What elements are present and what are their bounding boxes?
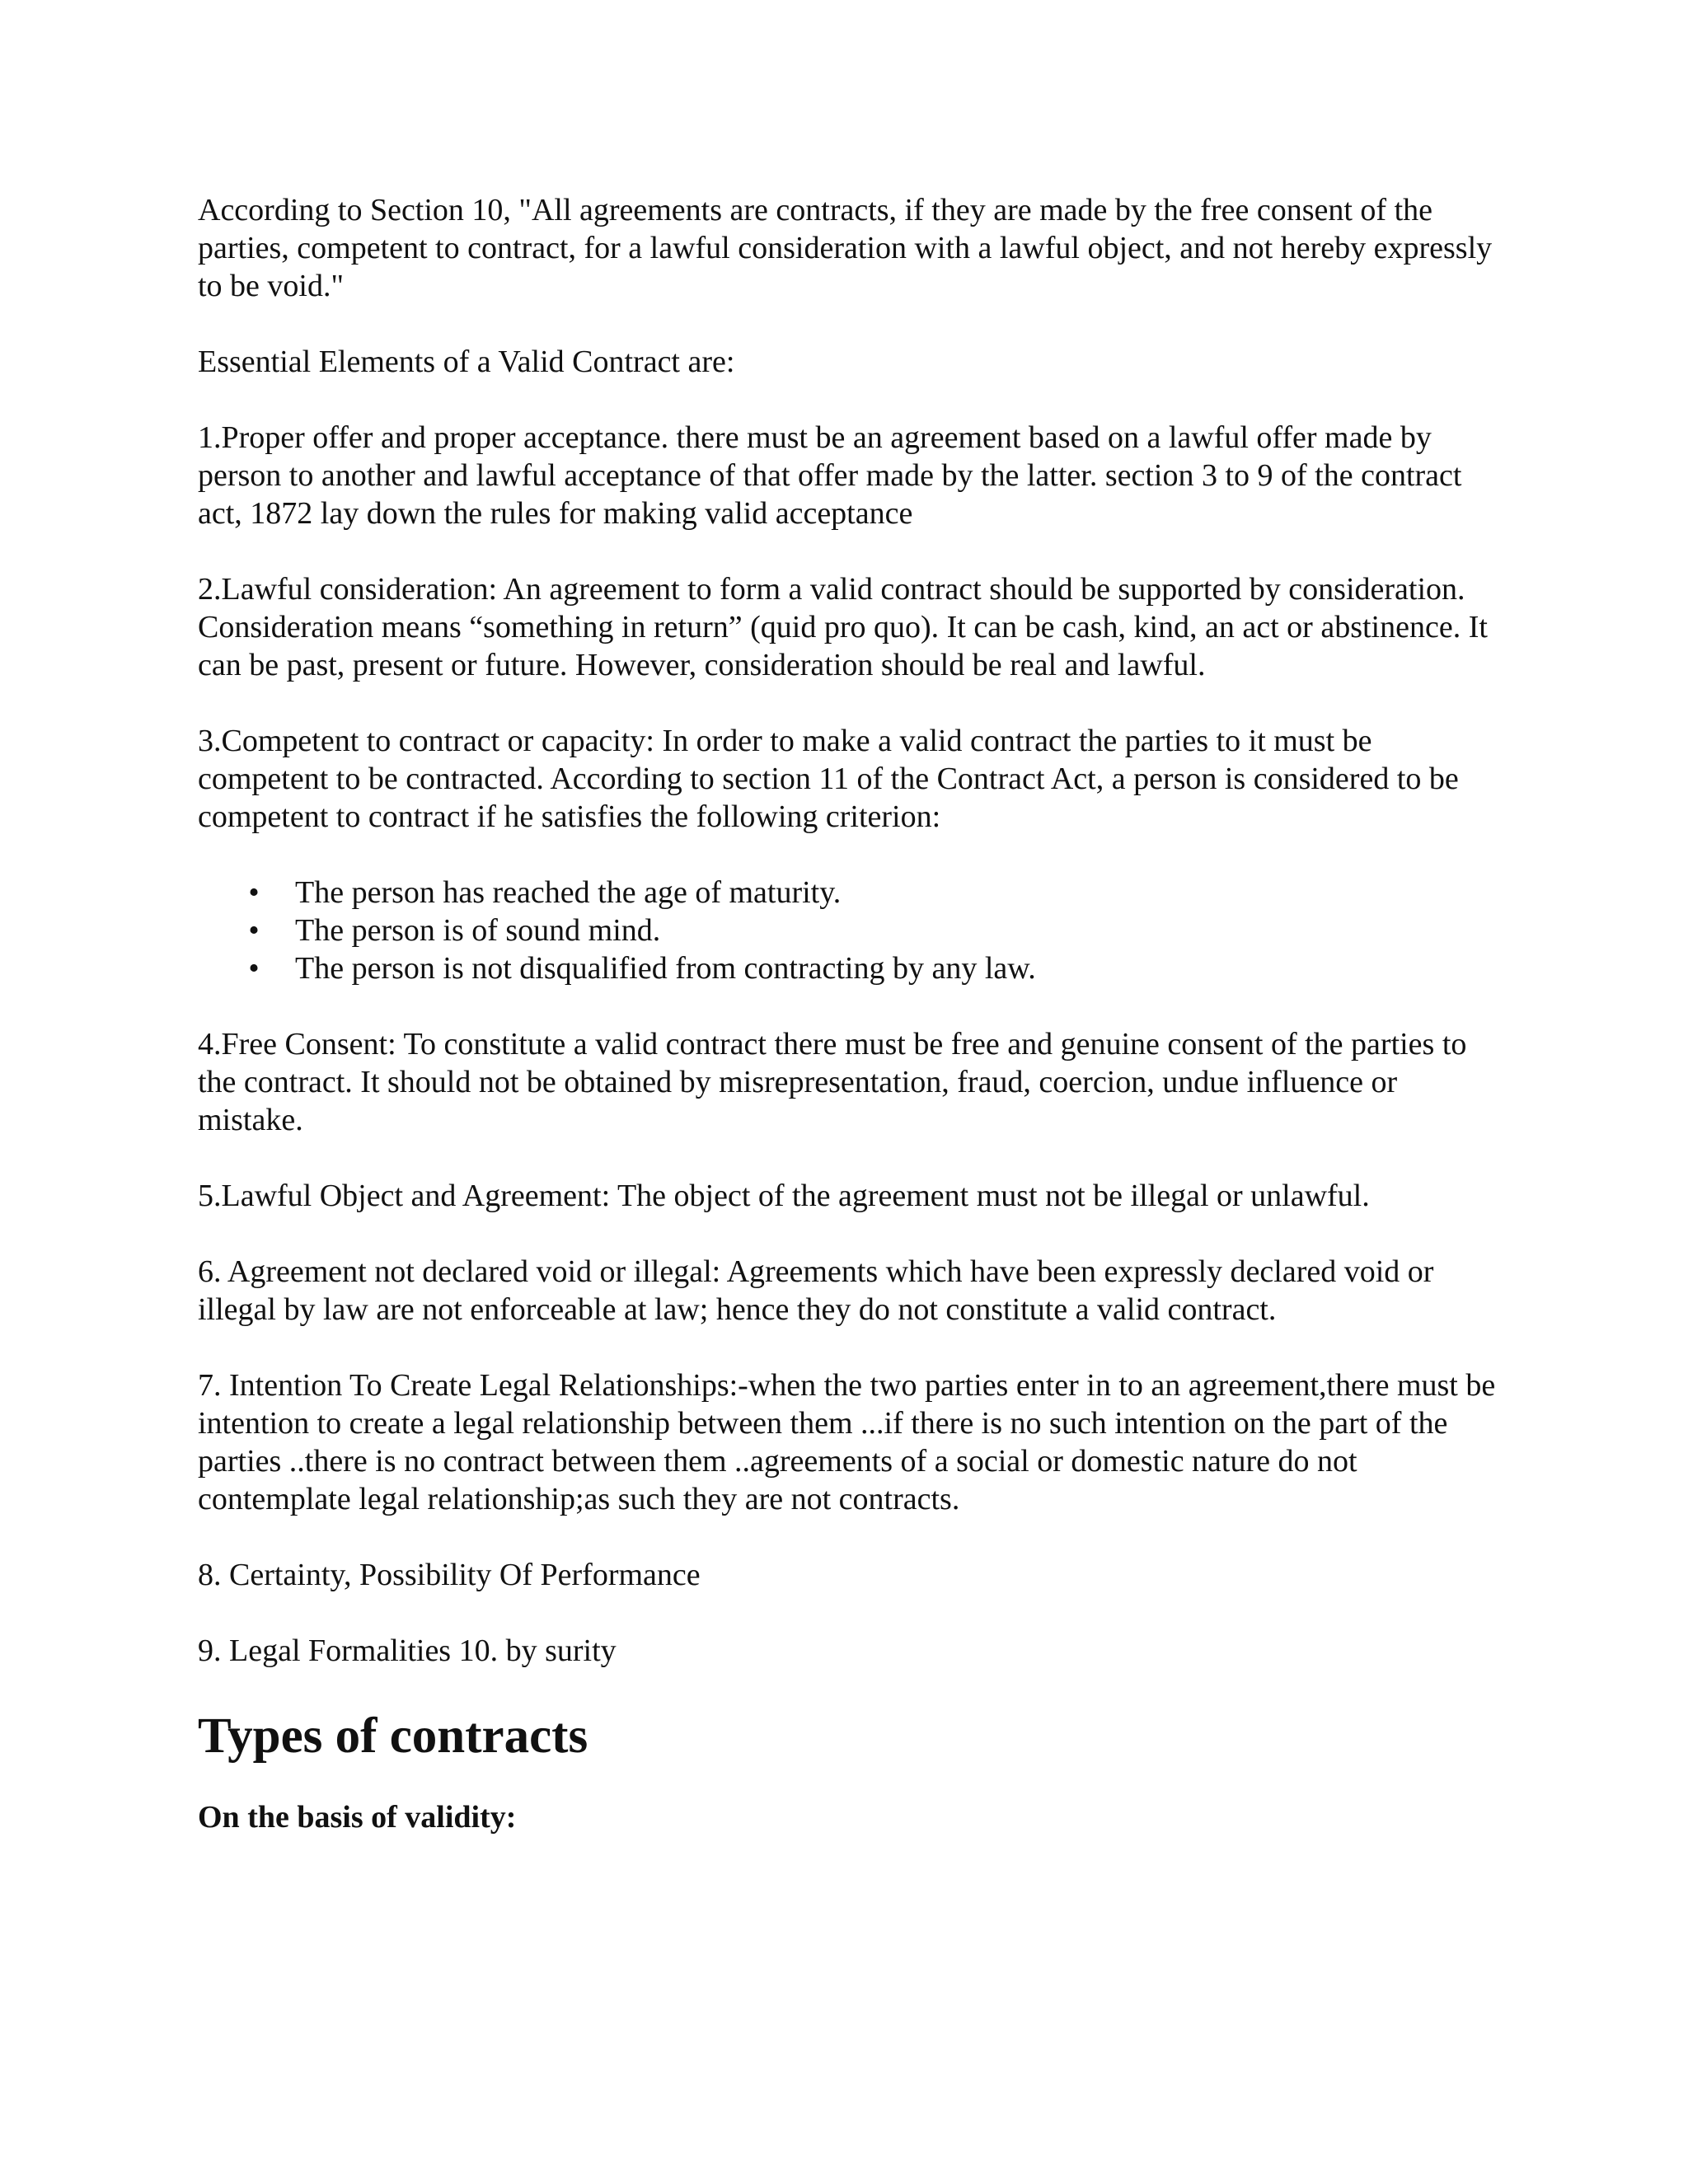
bullet-icon: • xyxy=(248,951,260,986)
elements-heading: Essential Elements of a Valid Contract are: xyxy=(198,344,735,379)
element-item-8: 8. Certainty, Possibility Of Performance xyxy=(198,1558,701,1592)
element-item-5: 5.Lawful Object and Agreement: The object of the agreement must not be illegal or unlawful. xyxy=(198,1179,1370,1213)
criteria-text: The person is of sound mind. xyxy=(295,913,661,948)
element-item-6: 6. Agreement not declared void or illegal: Agreements which have been expressly declared void or illegal by law are not enforceable at law; hence they do not constitute a valid contract. xyxy=(198,1254,1434,1327)
element-item-7: 7. Intention To Create Legal Relationships:-when the two parties enter in to an agreement,there must be intention to create a legal relationship between them ...if there is no such intention on the part of the parties ..there is no contract between them ..agreements of a social or domestic nature do not contemplate legal relationship;as such they are not contracts. xyxy=(198,1368,1496,1516)
bullet-icon: • xyxy=(248,875,260,910)
element-item-4: 4.Free Consent: To constitute a valid contract there must be free and genuine consent of the parties to the contract. It should not be obtained by misrepresentation, fraud, coercion, undue influence or mistake. xyxy=(198,1027,1467,1137)
subsection-heading: On the basis of validity: xyxy=(198,1800,517,1835)
section-heading: Types of contracts xyxy=(198,1708,588,1764)
bullet-icon: • xyxy=(248,913,260,948)
criteria-list xyxy=(198,874,1500,987)
criteria-text: The person is not disqualified from contracting by any law. xyxy=(295,951,1036,986)
list-item xyxy=(198,912,1500,949)
intro-paragraph: According to Section 10, "All agreements are contracts, if they are made by the free consent of the parties, competent to contract, for a lawful consideration with a lawful object, and not hereby expressly to be void." xyxy=(198,193,1493,303)
list-item xyxy=(198,874,1500,912)
list-item xyxy=(198,949,1500,987)
element-item-2: 2.Lawful consideration: An agreement to form a valid contract should be supported by consideration. Consideration means “something in return” (quid pro quo). It can be cash, kind, an act or abstinence. It can be past, present or future. However, consideration should be real and lawful. xyxy=(198,572,1488,682)
document-page xyxy=(198,191,1500,1836)
element-item-1: 1.Proper offer and proper acceptance. there must be an agreement based on a lawful offer made by person to another and lawful acceptance of that offer made by the latter. section 3 to 9 of the contract act, 1872 lay down the rules for making valid acceptance xyxy=(198,420,1462,531)
criteria-text: The person has reached the age of maturity. xyxy=(295,875,842,910)
element-item-9: 9. Legal Formalities 10. by surity xyxy=(198,1633,617,1668)
element-item-3: 3.Competent to contract or capacity: In order to make a valid contract the parties to it must be competent to be contracted. According to section 11 of the Contract Act, a person is considered to be competent to contract if he satisfies the following criterion: xyxy=(198,724,1459,834)
